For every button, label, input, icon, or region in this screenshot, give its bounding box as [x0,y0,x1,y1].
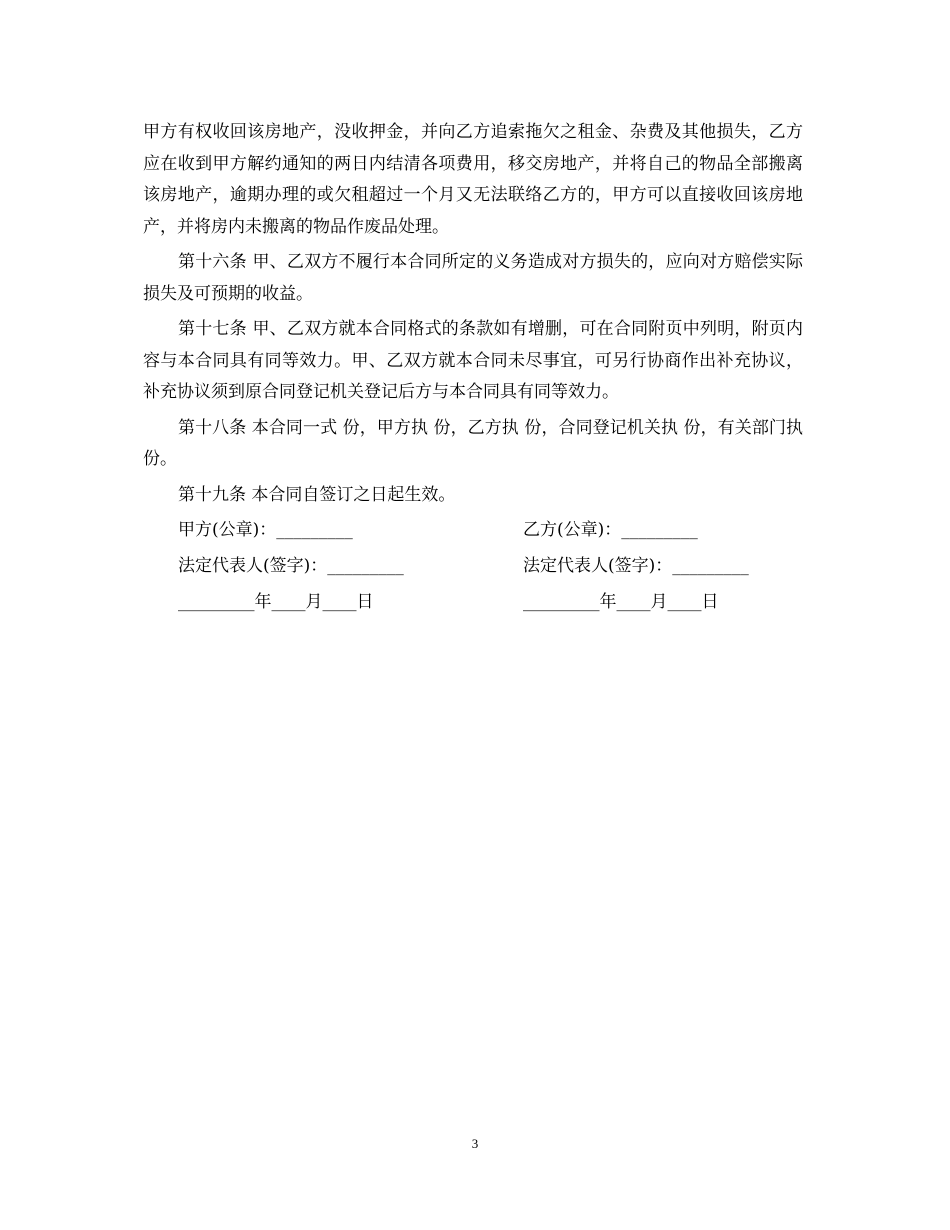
signature-row-seal [143,515,803,551]
article-18: 第十八条 本合同一式 份，甲方执 份，乙方执 份，合同登记机关执 份，有关部门执 份。 [143,417,803,469]
article-16: 第十六条 甲、乙双方不履行本合同所定的义务造成对方损失的，应向对方赔偿实际损失及可预期的收益。 [143,252,803,304]
article-19: 第十九条 本合同自签订之日起生效。 [178,484,456,505]
page-number: 3 [471,1136,479,1151]
party-b-seal: 乙方(公章)：_________ [523,520,698,540]
signature-row-representative [143,551,803,587]
paragraph-continuation: 甲方有权收回该房地产，没收押金，并向乙方追索拖欠之租金、杂费及其他损失，乙方应在收到甲方解约通知的两日内结清各项费用，移交房地产，并将自己的物品全部搬离该房地产，逾期办理的或欠租超过一个月又无法联络乙方的，甲方可以直接收回该房地产，并将房内未搬离的物品作废品处理。 [143,122,803,237]
party-a-date: _________年____月____日 [178,592,374,612]
contract-body [143,117,803,623]
party-b-representative: 法定代表人(签字)：_________ [523,556,749,576]
signature-row-date [143,587,803,623]
party-a-representative: 法定代表人(签字)：_________ [178,556,404,576]
article-17: 第十七条 甲、乙双方就本合同格式的条款如有增删，可在合同附页中列明，附页内容与本合同具有同等效力。甲、乙双方就本合同未尽事宜，可另行协商作出补充协议，补充协议须到原合同登记机关登记后方与本合同具有同等效力。 [143,319,803,402]
party-a-seal: 甲方(公章)：_________ [178,520,353,540]
party-b-date: _________年____月____日 [523,592,719,612]
